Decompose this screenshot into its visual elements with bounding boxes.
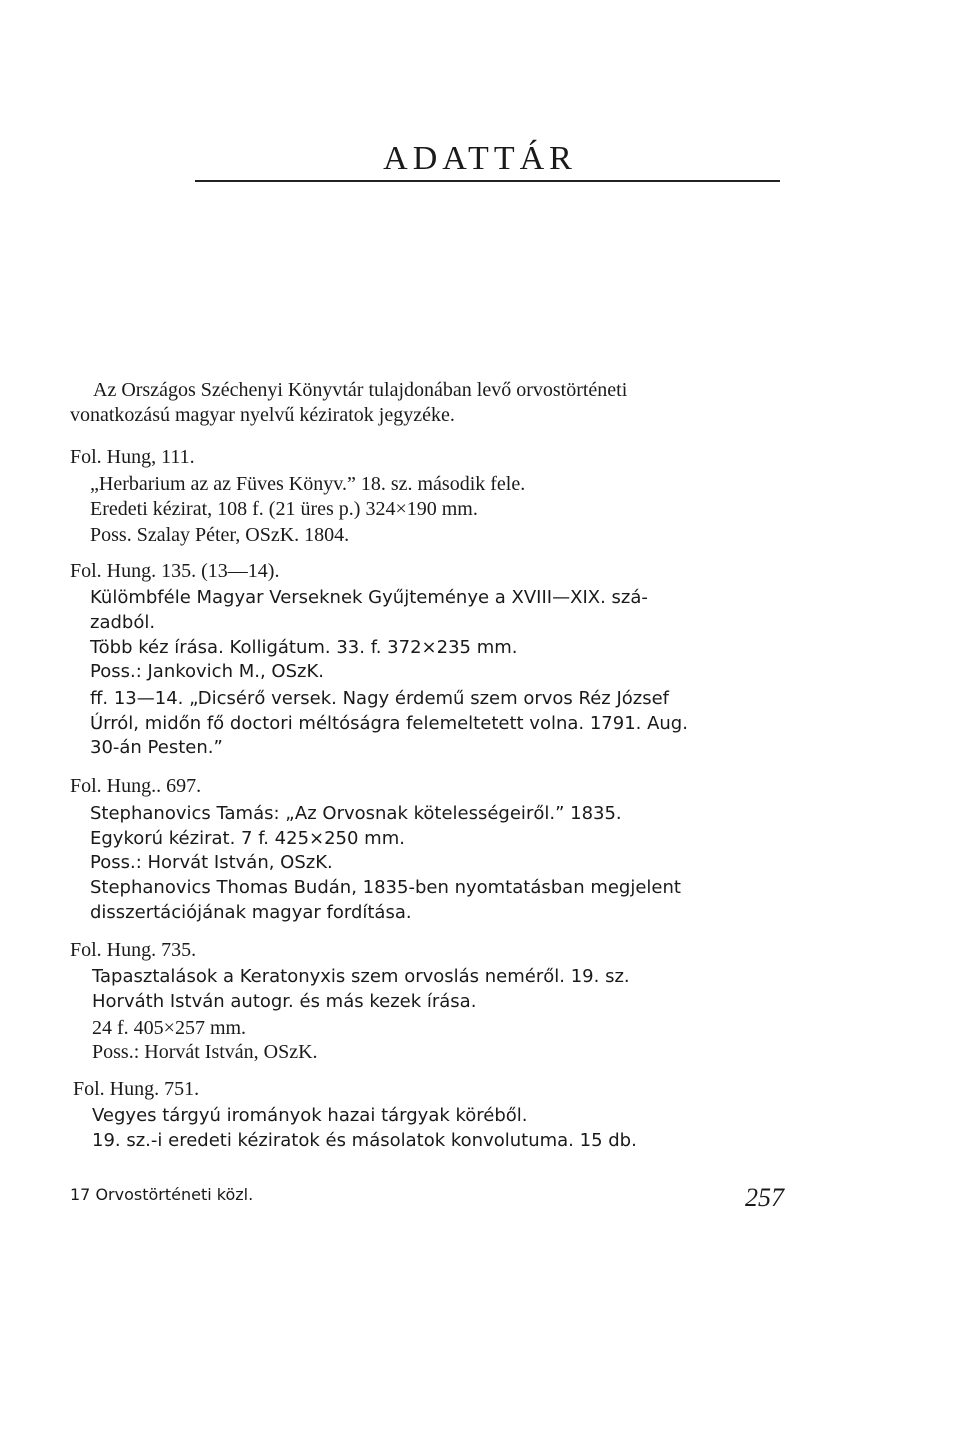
text-line: Külömbféle Magyar Verseknek Gyűjteménye a XVIII—XIX. szá- bbox=[90, 587, 648, 608]
text-line: „Herbarium az az Füves Könyv.” 18. sz. második fele. bbox=[90, 473, 526, 495]
text-line: Horváth István autogr. és más kezek írása. bbox=[92, 991, 477, 1012]
text-line: Egykorú kézirat. 7 f. 425×250 mm. bbox=[90, 828, 405, 849]
page-number: 257 bbox=[745, 1183, 784, 1212]
text-line: 24 f. 405×257 mm. bbox=[92, 1017, 247, 1039]
text-line: 30-án Pesten.” bbox=[90, 737, 223, 758]
text-line: Poss.: Jankovich M., OSzK. bbox=[90, 661, 324, 682]
text-line: Stephanovics Tamás: „Az Orvosnak kötelességeiről.” 1835. bbox=[90, 803, 622, 824]
text-line: Stephanovics Thomas Budán, 1835-ben nyomtatásban megjelent bbox=[90, 877, 681, 898]
text-line: Több kéz írása. Kolligátum. 33. f. 372×235 mm. bbox=[90, 637, 518, 658]
text-line: Fol. Hung, 111. bbox=[70, 446, 195, 468]
text-line: Poss.: Horvát István, OSzK. bbox=[92, 1041, 318, 1063]
text-line: vonatkozású magyar nyelvű kéziratok jegyzéke. bbox=[70, 404, 455, 426]
text-line: Poss.: Horvát István, OSzK. bbox=[90, 852, 333, 873]
text-line: Fol. Hung. 751. bbox=[73, 1078, 200, 1100]
text-line: Fol. Hung. 135. (13—14). bbox=[70, 560, 280, 582]
text-line: zadból. bbox=[90, 612, 156, 633]
page-title: ADATTÁR bbox=[383, 140, 577, 177]
text-line: 19. sz.-i eredeti kéziratok és másolatok konvolutuma. 15 db. bbox=[92, 1130, 637, 1151]
text-line: Fol. Hung. 735. bbox=[70, 939, 197, 961]
text-line: Tapasztalások a Keratonyxis szem orvoslás neméről. 19. sz. bbox=[92, 966, 630, 987]
title-rule bbox=[195, 180, 780, 182]
footer-journal: 17 Orvostörténeti közl. bbox=[70, 1185, 254, 1204]
text-line: ff. 13—14. „Dicsérő versek. Nagy érdemű szem orvos Réz József bbox=[90, 688, 670, 709]
text-line: Vegyes tárgyú irományok hazai tárgyak köréből. bbox=[92, 1105, 528, 1126]
text-line: Poss. Szalay Péter, OSzK. 1804. bbox=[90, 524, 350, 546]
text-line: Fol. Hung.. 697. bbox=[70, 775, 202, 797]
text-line: Eredeti kézirat, 108 f. (21 üres p.) 324×190 mm. bbox=[90, 498, 478, 520]
text-line: disszertációjának magyar fordítása. bbox=[90, 902, 412, 923]
text-line: Az Országos Széchenyi Könyvtár tulajdonában levő orvostörténeti bbox=[93, 379, 628, 401]
text-line: Úrról, midőn fő doctori méltóságra felemeltetett volna. 1791. Aug. bbox=[90, 713, 688, 734]
